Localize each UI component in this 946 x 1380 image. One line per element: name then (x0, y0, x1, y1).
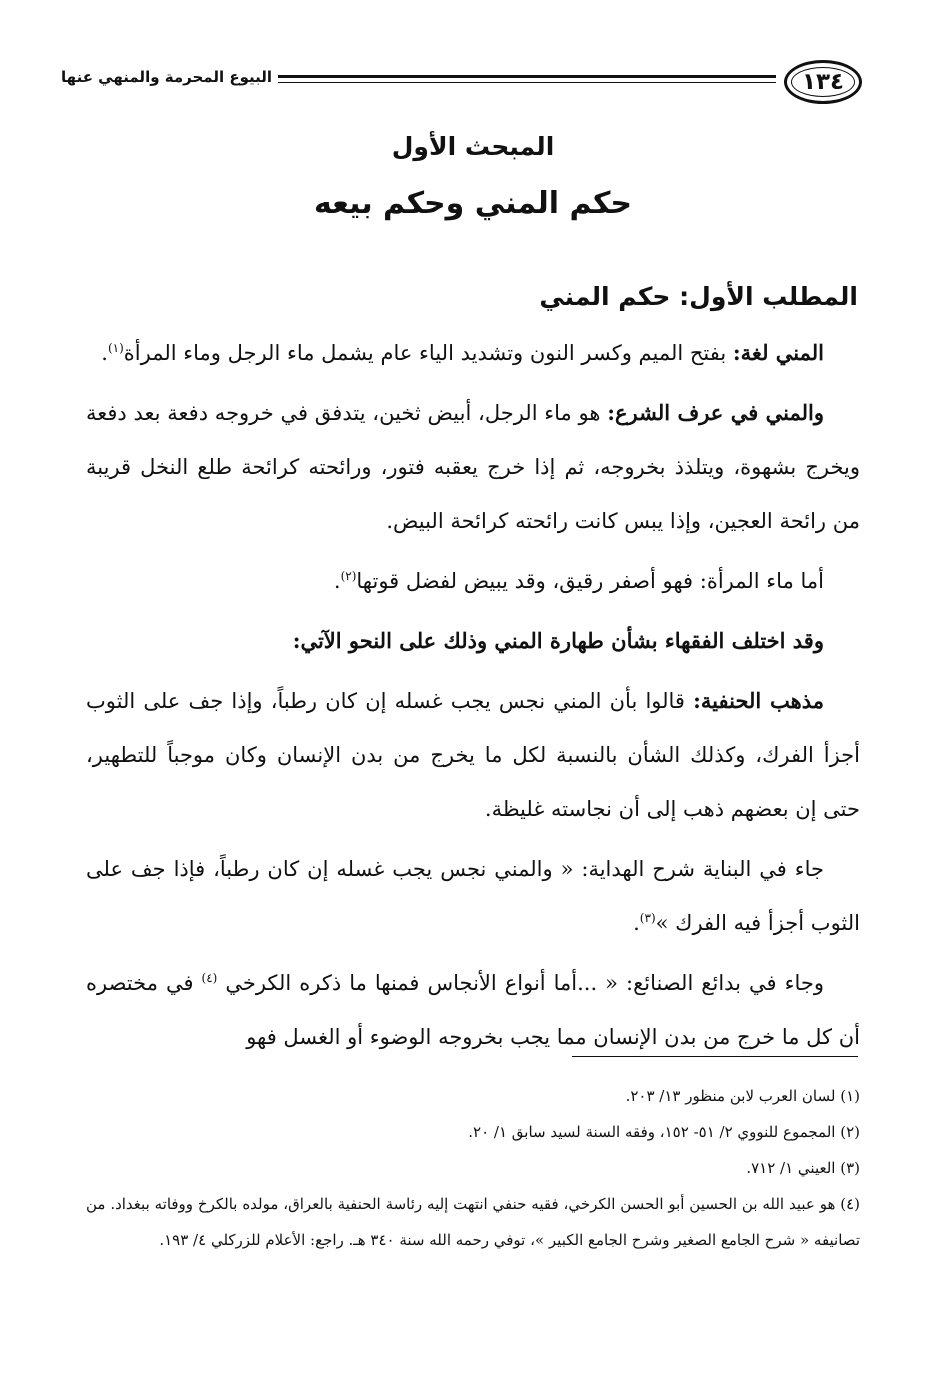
paragraph-tail: . (101, 341, 108, 365)
paragraph (86, 842, 860, 950)
paragraph-text: أما ماء المرأة: فهو أصفر رقيق، وقد يبيض لفضل قوتها (356, 569, 824, 593)
paragraph-lead: وقد اختلف الفقهاء بشأن طهارة المني وذلك على النحو الآتي: (292, 628, 824, 653)
paragraph-text: وجاء في بدائع الصنائع: « ...أما أنواع الأنجاس فمنها ما ذكره الكرخي (217, 971, 824, 995)
footnote: (٢) المجموع للنووي ٢/ ٥١- ١٥٢، وفقه السنة لسيد سابق ١/ ٢٠. (468, 1123, 860, 1141)
running-title: البيوع المحرمة والمنهي عنها (61, 68, 272, 86)
paragraph (86, 326, 860, 380)
footnote: (٣) العيني ١/ ٧١٢. (746, 1159, 860, 1177)
header-rule (278, 75, 776, 83)
paragraph-lead: مذهب الحنفية: (693, 688, 825, 713)
paragraph-text: هو ماء الرجل، أبيض ثخين، يتدفق في خروجه دفعة بعد دفعة ويخرج بشهوة، ويتلذذ بخروجه، ثم إذا خرج يعقبه فتور، ورائحته كرائحة طلع النخل قريبة من رائحة العجين، وإذا يبس كانت رائحته كرائحة البيض. (86, 401, 860, 533)
footnote-ref: (١) (107, 341, 124, 355)
subsection-heading: المطلب الأول: حكم المني (539, 282, 858, 311)
paragraph-tail: في مختصره أن كل ما خرج من بدن الإنسان مما يجب بخروجه الوضوء أو الغسل فهو (86, 971, 860, 1049)
paragraph-text: جاء في البناية شرح الهداية: « والمني نجس يجب غسله إن كان رطباً، فإذا جف على الثوب أجزأ فيه الفرك » (86, 857, 860, 935)
chapter-title: حكم المني وحكم بيعه (313, 186, 633, 221)
paragraph (86, 956, 860, 1064)
footnote-ref: (٣) (639, 911, 656, 925)
paragraph-text: قالوا بأن المني نجس يجب غسله إن كان رطباً، وإذا جف على الثوب أجزأ الفرك، وكذلك الشأن بالنسبة لكل ما يخرج من بدن الإنسان وكان موجباً للتطهير، حتى إن بعضهم ذهب إلى أن نجاسته غليظة. (86, 689, 860, 821)
footnotes (86, 1078, 860, 1258)
section-heading: المبحث الأول (391, 132, 555, 161)
paragraph-tail: . (333, 569, 341, 593)
paragraph (86, 614, 860, 668)
paragraph-text: بفتح الميم وكسر النون وتشديد الياء عام يشمل ماء الرجل وماء المرأة (123, 341, 733, 365)
page-number: ١٣٤ (784, 60, 862, 104)
footnote: (١) لسان العرب لابن منظور ١٣/ ٢٠٣. (625, 1087, 860, 1105)
footnote-rule (572, 1056, 858, 1057)
paragraph (86, 386, 860, 548)
paragraph-tail: . (633, 911, 640, 935)
paragraph (86, 554, 860, 608)
footnote-ref: (٤) (201, 971, 218, 985)
body-text (86, 326, 860, 1070)
paragraph (86, 674, 860, 836)
paragraph-lead: المني لغة: (732, 340, 824, 365)
paragraph-lead: والمني في عرف الشرع: (607, 400, 824, 425)
footnote: (٤) هو عبيد الله بن الحسين أبو الحسن الكرخي، فقيه حنفي انتهت إليه رئاسة الحنفية بالعراق، مولده بالكرخ ووفاته ببغداد. من تصانيفه « شرح الجامع الصغير وشرح الجامع الكبير »، توفي رحمه الله سنة ٣٤٠ هـ. راجع: الأعلام للزركلي ٤/ ١٩٣. (86, 1195, 860, 1249)
running-header (61, 60, 862, 110)
footnote-ref: (٢) (340, 569, 357, 583)
